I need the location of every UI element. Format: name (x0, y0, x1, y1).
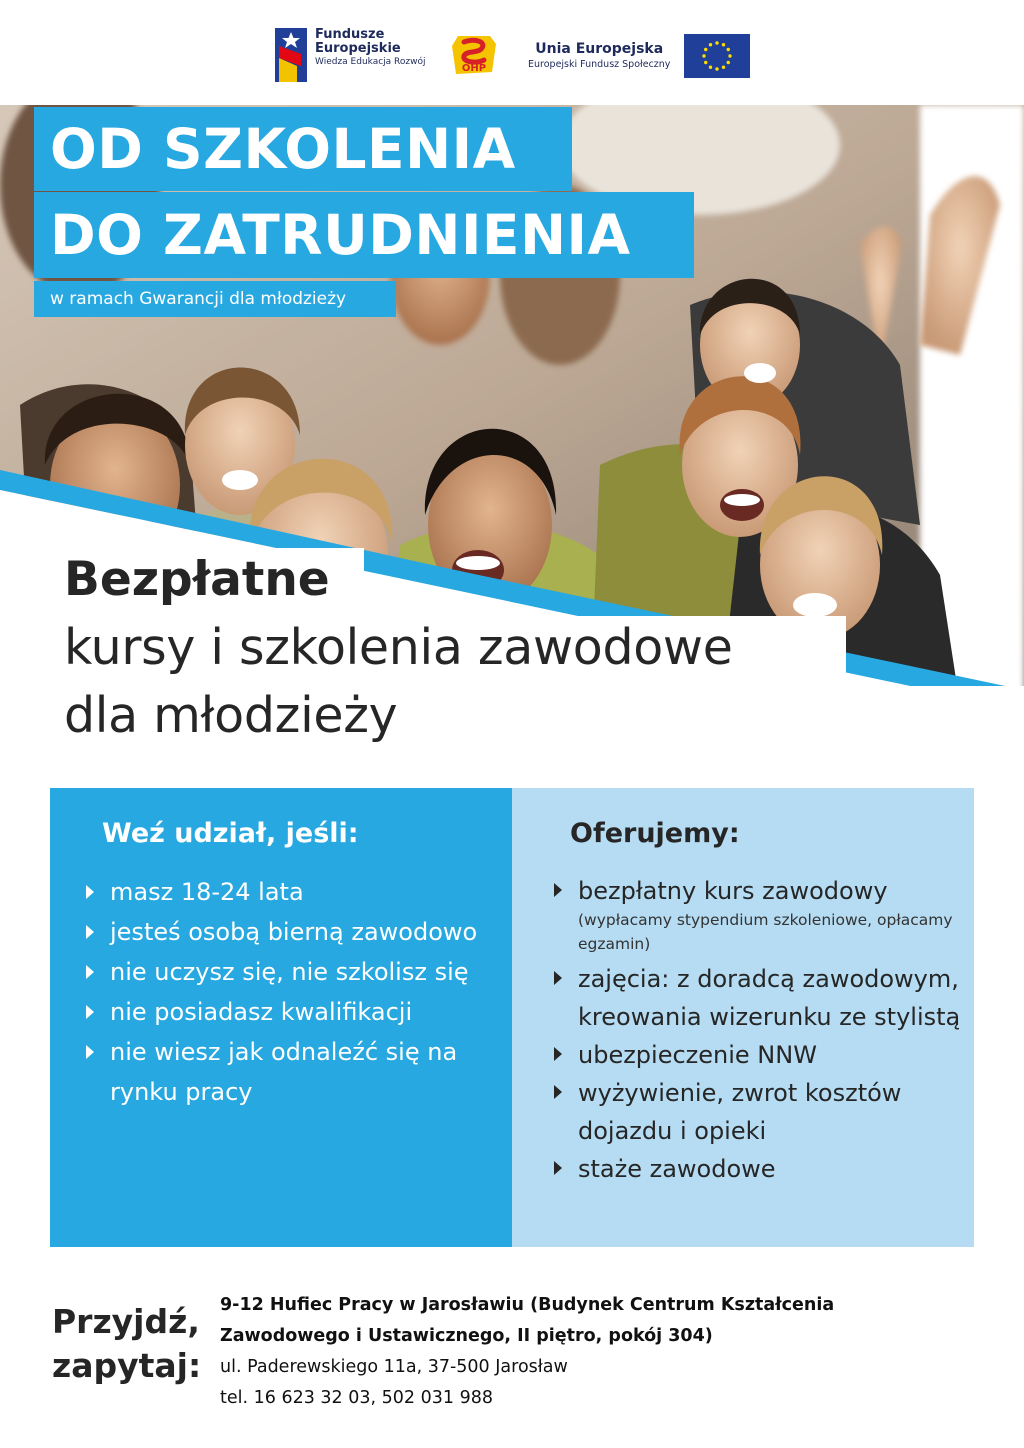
ohp-label: OHP (461, 63, 487, 74)
list-item (554, 1074, 962, 1150)
call-to-action (52, 1300, 201, 1388)
contact-info (220, 1290, 834, 1414)
fundusze-europejskie-logo (275, 28, 426, 82)
offer-heading: Oferujemy: (570, 818, 740, 849)
list-item-text: masz 18-24 lata (110, 878, 304, 906)
eu-star-icon (722, 43, 725, 46)
list-item (86, 952, 502, 992)
bullet-arrow-icon (554, 883, 562, 897)
organization-line2: Zawodowego i Ustawicznego, II piętro, pokój 304) (220, 1326, 713, 1346)
headline-line3: dla młodzieży (64, 687, 398, 744)
phone[interactable]: tel. 16 623 32 03, 502 031 988 (220, 1388, 493, 1408)
eu-star-icon (729, 54, 732, 57)
eligibility-list (86, 872, 502, 1112)
list-item-text: bezpłatny kurs zawodowy (578, 877, 888, 905)
eu-star-icon (727, 48, 730, 51)
bullet-arrow-icon (554, 1047, 562, 1061)
hero-subtitle: w ramach Gwarancji dla młodzieży (34, 281, 396, 317)
ue-subtitle: Europejski Fundusz Społeczny (528, 58, 671, 70)
bullet-arrow-icon (554, 1085, 562, 1099)
list-item-text: nie wiesz jak odnaleźć się na rynku pracy (110, 1038, 458, 1106)
eu-star-icon (716, 41, 719, 44)
bullet-arrow-icon (554, 971, 562, 985)
list-item (86, 1032, 502, 1112)
fe-title-line2: Europejskie (315, 40, 401, 56)
eu-star-icon (727, 61, 730, 64)
list-item (86, 872, 502, 912)
list-item-text: ubezpieczenie NNW (578, 1041, 817, 1069)
list-item-text: wyżywienie, zwrot kosztów dojazdu i opieki (578, 1079, 902, 1145)
bullet-arrow-icon (86, 1005, 94, 1019)
address: ul. Paderewskiego 11a, 37-500 Jarosław (220, 1357, 568, 1377)
bullet-arrow-icon (86, 965, 94, 979)
ue-text-block (528, 41, 670, 70)
eu-star-icon (703, 54, 706, 57)
list-item-text: staże zawodowe (578, 1155, 776, 1183)
eligibility-panel (50, 788, 512, 1247)
headline-line2: kursy i szkolenia zawodowe (64, 619, 733, 676)
eu-star-icon (722, 66, 725, 69)
cta-line2: zapytaj: (52, 1346, 202, 1385)
bullet-arrow-icon (86, 885, 94, 899)
offer-list (554, 872, 962, 1188)
fe-flag-icon (275, 28, 307, 82)
list-item (554, 1036, 962, 1074)
hero-title-line1: OD SZKOLENIA (34, 107, 572, 191)
list-item-text: nie uczysz się, nie szkolisz się (110, 958, 469, 986)
eu-star-icon (709, 66, 712, 69)
eu-star-icon (709, 43, 712, 46)
list-item (554, 872, 962, 956)
headline-line1: Bezpłatne (64, 552, 330, 607)
list-item (554, 960, 962, 1036)
bullet-arrow-icon (86, 1045, 94, 1059)
fe-text-block (315, 28, 426, 68)
eu-flag-icon (684, 34, 750, 78)
list-item-text: nie posiadasz kwalifikacji (110, 998, 413, 1026)
fe-title-line1: Fundusze (315, 27, 385, 42)
ohp-logo-icon (450, 32, 498, 78)
logo-strip (0, 28, 1024, 84)
unia-europejska-logo (528, 34, 750, 78)
list-item-text: jesteś osobą bierną zawodowo (110, 918, 478, 946)
eu-star-icon (704, 48, 707, 51)
eu-star-icon (716, 67, 719, 70)
fe-subtitle: Wiedza Edukacja Rozwój (315, 57, 426, 68)
cta-line1: Przyjdź, (52, 1302, 200, 1341)
eu-star-icon (704, 61, 707, 64)
list-item-note: (wypłacamy stypendium szkoleniowe, opłacamy egzamin) (578, 911, 953, 953)
list-item (86, 912, 502, 952)
ue-title: Unia Europejska (535, 41, 664, 58)
hero-title-line2: DO ZATRUDNIENIA (34, 192, 694, 278)
eligibility-heading: Weź udział, jeśli: (102, 818, 359, 849)
bullet-arrow-icon (86, 925, 94, 939)
offer-panel (512, 788, 974, 1247)
organization-line1: 9-12 Hufiec Pracy w Jarosławiu (Budynek Centrum Kształcenia (220, 1295, 835, 1315)
list-item-text: zajęcia: z doradcą zawodowym, kreowania wizerunku ze stylistą (578, 965, 961, 1031)
list-item (86, 992, 502, 1032)
bullet-arrow-icon (554, 1161, 562, 1175)
list-item (554, 1150, 962, 1188)
